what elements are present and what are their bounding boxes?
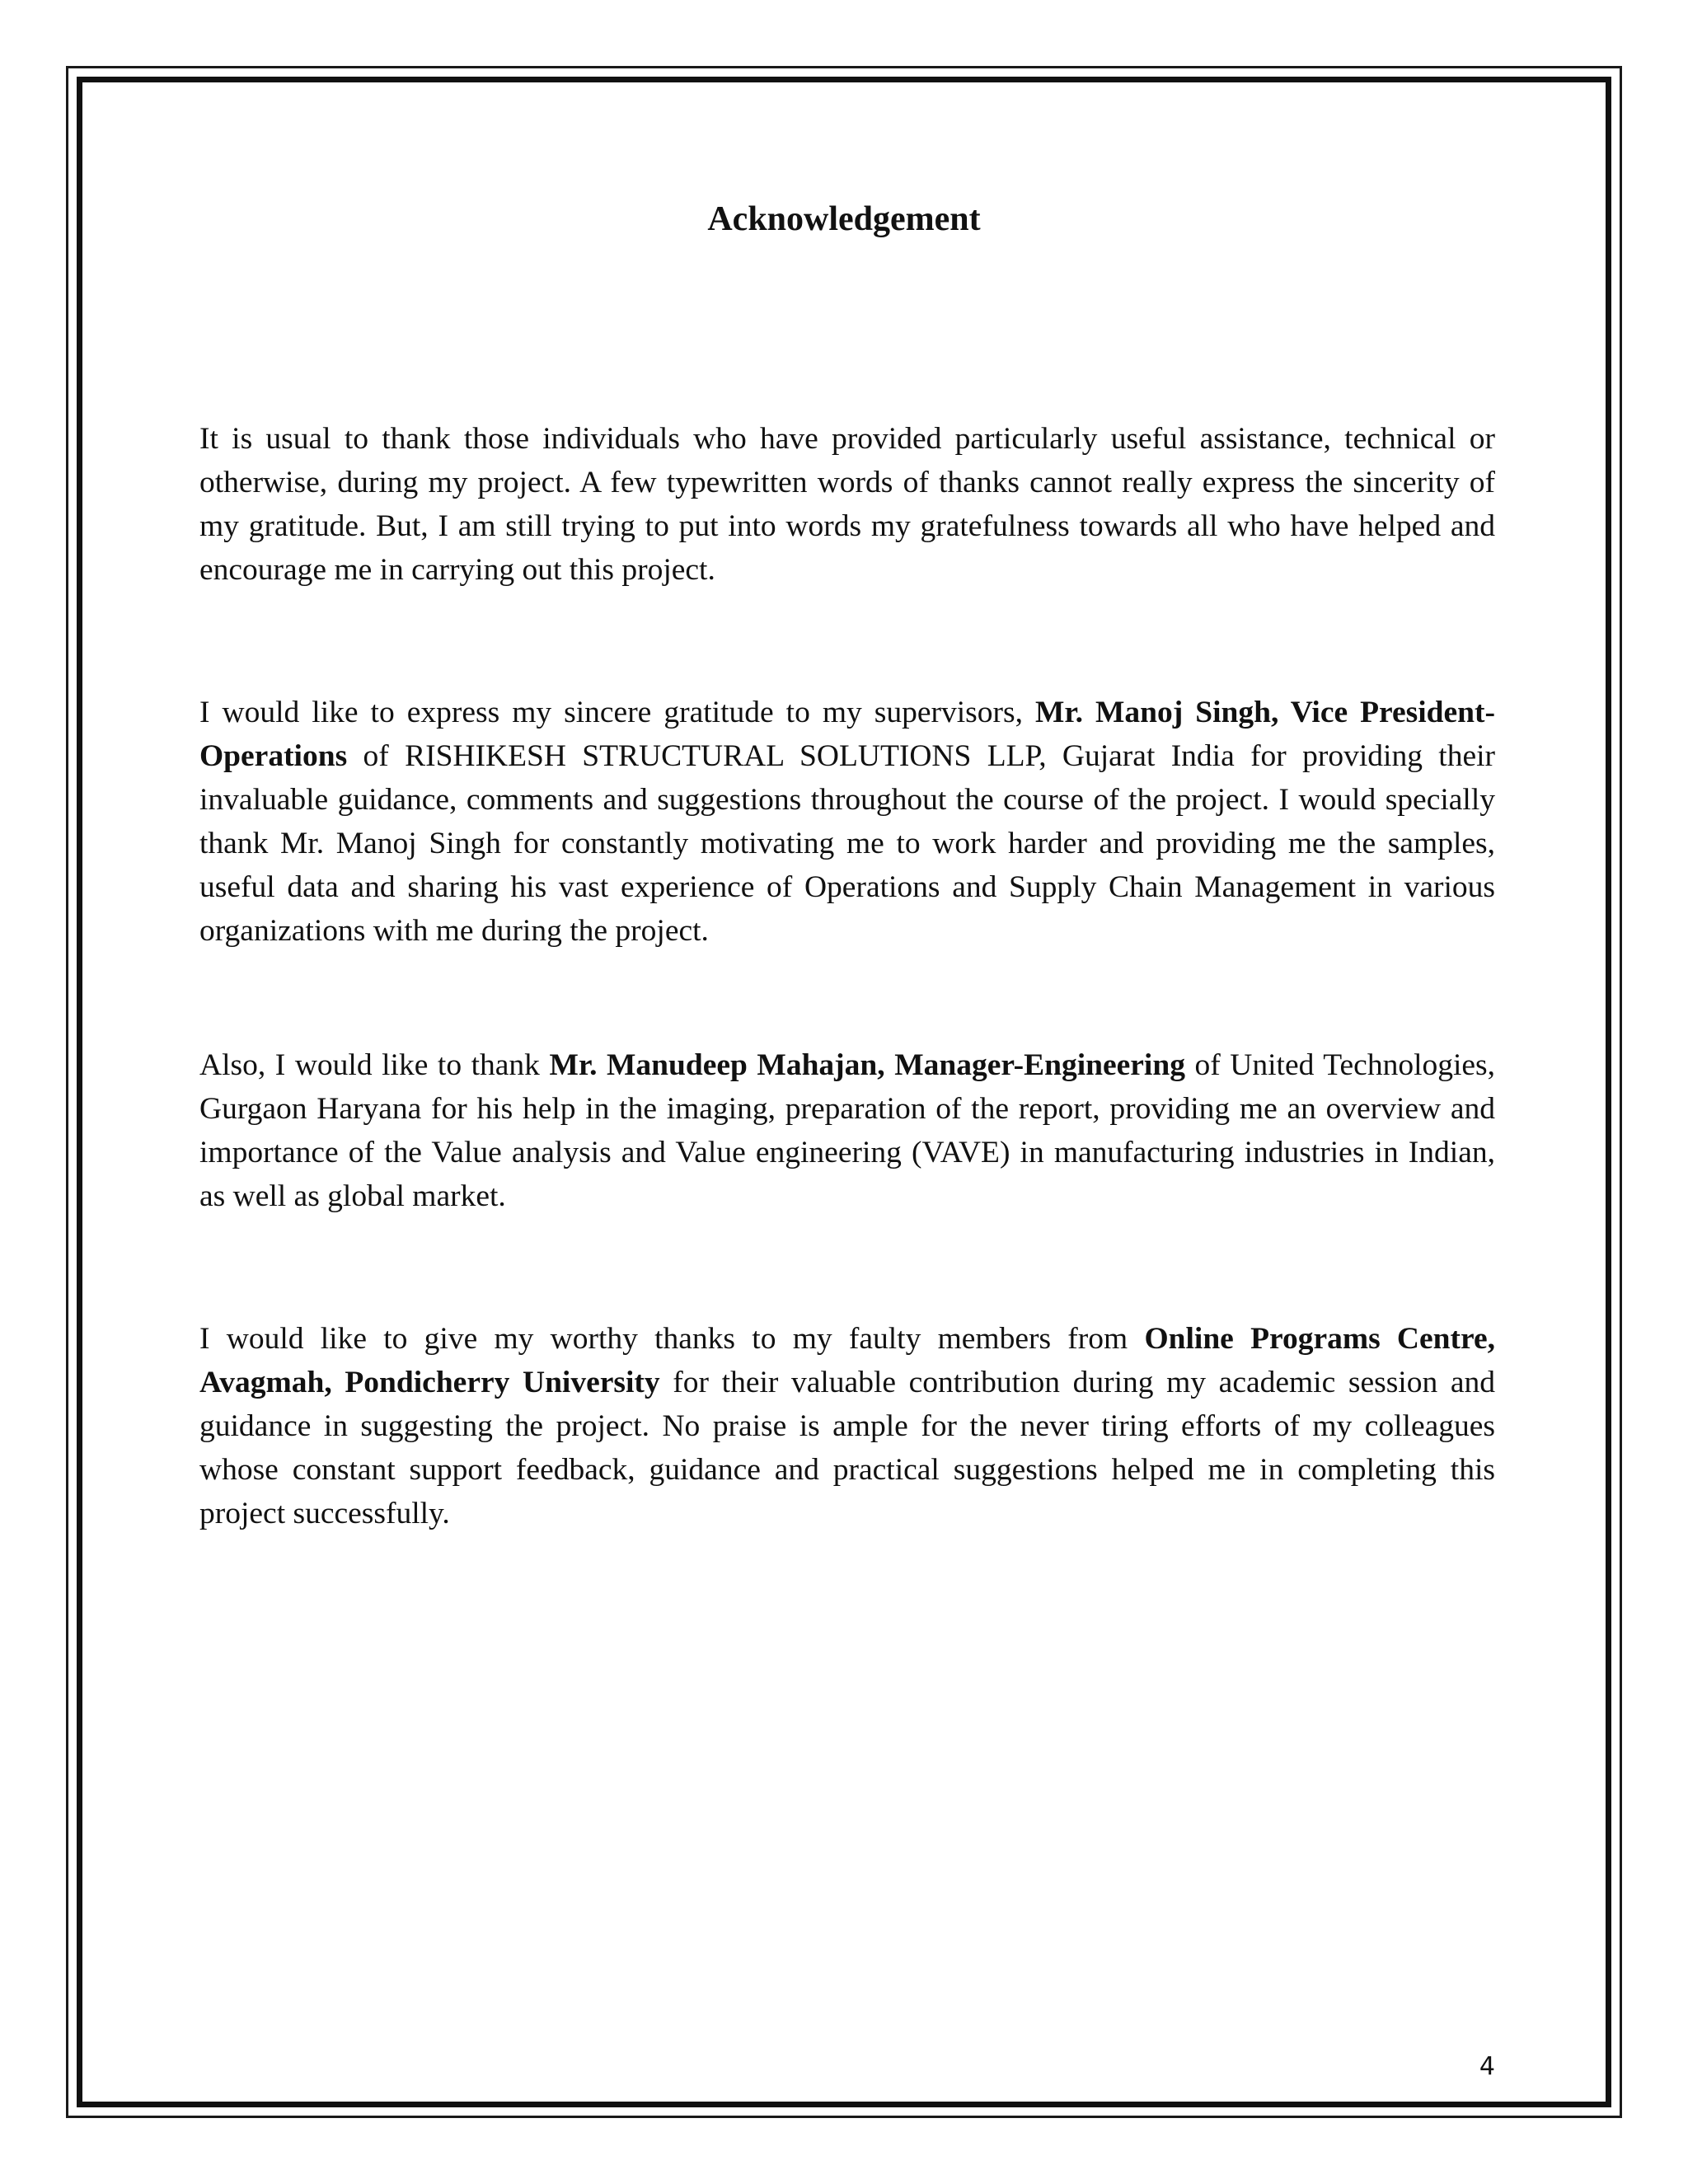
faculty-institution: Online Programs Centre, Avagmah, Pondicherry University	[199, 1322, 1495, 1399]
paragraph-engineering-manager	[199, 1043, 1495, 1218]
supervisor-name: Mr. Manoj Singh, Vice President-Operations	[199, 696, 1495, 773]
paragraph-engineering-manager-rest: of United Technologies, Gurgaon Haryana for his help in the imaging, preparation of the report, providing me an overview and importance of the Value analysis and Value engineering (VAVE) in manufacturing industries in Indian, as well as global market.	[199, 1048, 1496, 1213]
engineering-manager-name: Mr. Manudeep Mahajan, Manager-Engineering	[549, 1048, 1185, 1082]
paragraph-faculty-lead: I would like to give my worthy thanks to my faulty members from	[199, 1322, 1145, 1356]
page-number: 4	[1479, 2052, 1495, 2081]
paragraph-supervisor-rest: of RISHIKESH STRUCTURAL SOLUTIONS LLP, Gujarat India for providing their invaluable guidance, comments and suggestions throughout the course of the project. I would specially thank Mr. Manoj Singh for constantly motivating me to work harder and providing me the samples, useful data and sharing his vast experience of Operations and Supply Chain Management in various organizations with me during the project.	[199, 739, 1495, 948]
paragraph-faculty	[199, 1317, 1495, 1535]
paragraph-supervisor	[199, 691, 1495, 953]
paragraph-faculty-rest: for their valuable contribution during my academic session and guidance in suggesting the project. No praise is ample for the never tiring efforts of my colleagues whose constant support feedback, guidance and practical suggestions helped me in completing this project successfully.	[199, 1366, 1495, 1530]
paragraph-intro	[199, 417, 1495, 592]
paragraph-intro-text: It is usual to thank those individuals who have provided particularly useful assistance, technical or otherwise, during my project. A few typewritten words of thanks cannot really express the sincerity of my gratitude. But, I am still trying to put into words my gratefulness towards all who have helped and encourage me in carrying out this project.	[199, 422, 1495, 587]
page-title: Acknowledgement	[707, 200, 981, 238]
paragraph-engineering-manager-lead: Also, I would like to thank	[199, 1048, 550, 1082]
paragraph-supervisor-lead: I would like to express my sincere gratitude to my supervisors,	[199, 696, 1035, 729]
